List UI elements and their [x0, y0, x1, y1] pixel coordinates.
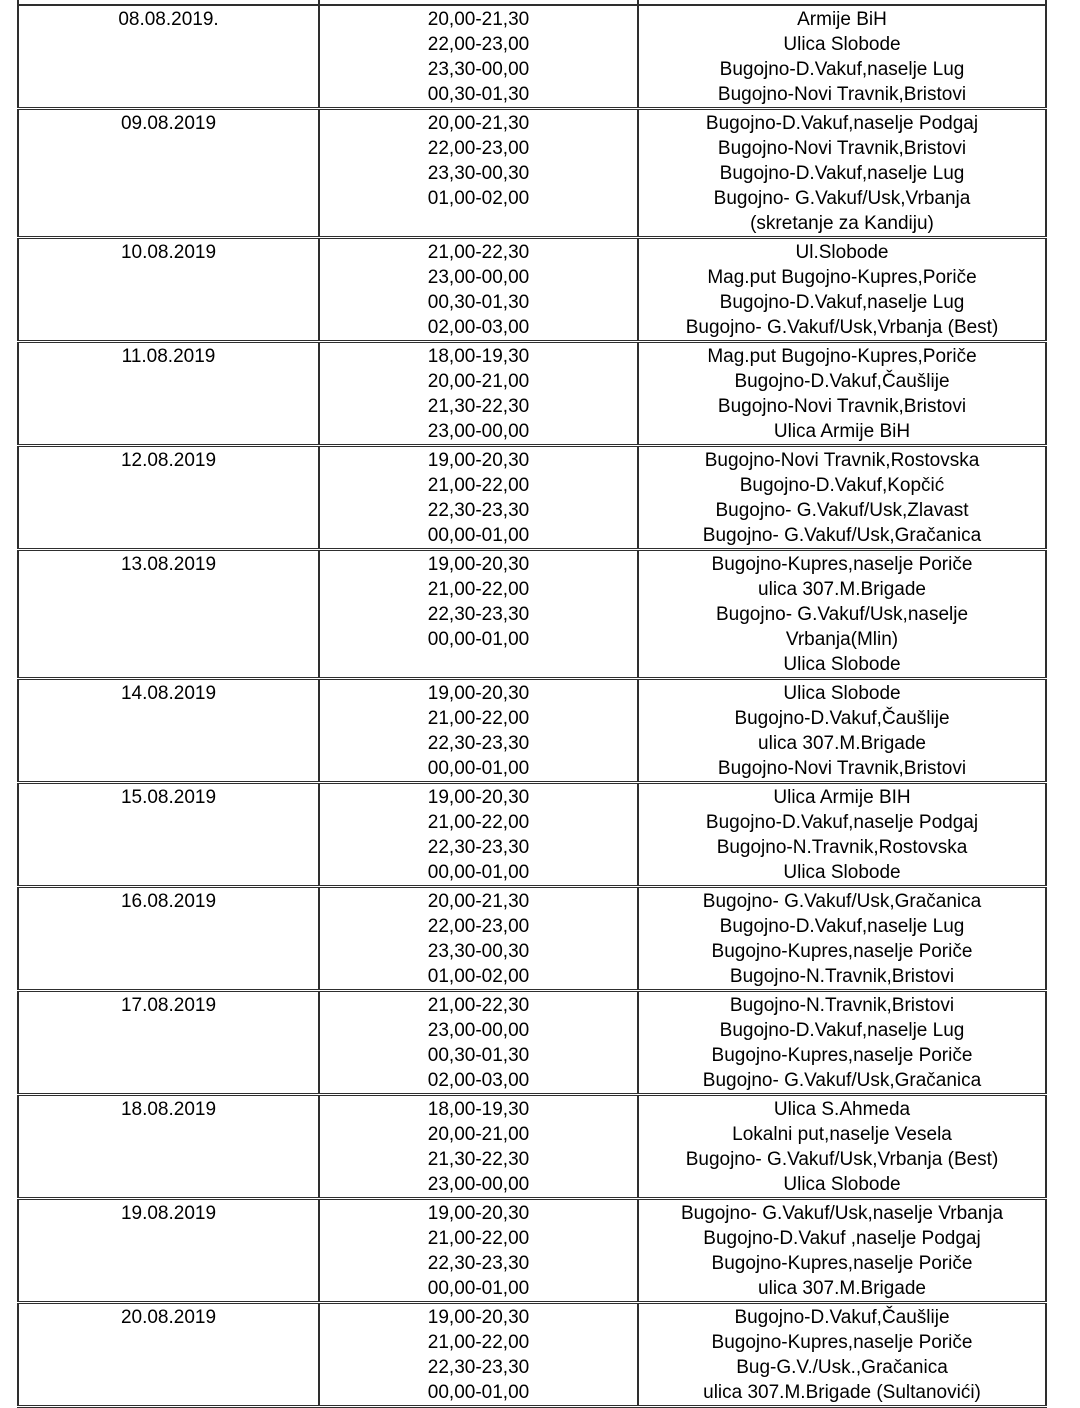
time-slot: 20,00-21,30 — [427, 113, 530, 134]
location-line: Ulica Slobode — [783, 683, 901, 704]
location-line: Bugojno-Kupres,naselje Poriče — [711, 941, 973, 962]
time-slot: 00,00-01,00 — [427, 1382, 530, 1403]
time-slots-cell — [319, 1199, 638, 1303]
date-cell — [18, 679, 319, 783]
date-cell — [18, 446, 319, 550]
date-cell — [18, 1095, 319, 1199]
schedule-row — [18, 783, 1046, 887]
time-slot: 00,30-01,30 — [427, 1045, 530, 1066]
schedule-row — [18, 446, 1046, 550]
time-slot: 00,00-01,00 — [427, 629, 530, 650]
date-text: 08.08.2019. — [118, 9, 219, 30]
location-line: ulica 307.M.Brigade — [758, 1278, 926, 1299]
time-slots-cell — [319, 5, 638, 109]
time-slot: 21,00-22,30 — [427, 242, 530, 263]
date-cell — [18, 5, 319, 109]
time-slot: 21,00-22,00 — [427, 1228, 530, 1249]
location-line: Bugojno-D.Vakuf,Čaušlije — [734, 708, 950, 729]
schedule-row — [18, 679, 1046, 783]
location-line: Bugojno-D.Vakuf,naselje Lug — [719, 1020, 965, 1041]
date-cell — [18, 1199, 319, 1303]
location-line: Bugojno-Kupres,naselje Poriče — [711, 1332, 973, 1353]
location-line: Bugojno-Kupres,naselje Poriče — [711, 1253, 973, 1274]
date-text: 10.08.2019 — [120, 242, 217, 263]
date-cell — [18, 238, 319, 342]
time-slot: 22,00-23,00 — [427, 34, 530, 55]
time-slot: 01,00-02,00 — [427, 966, 530, 987]
schedule-row — [18, 238, 1046, 342]
time-slot: 23,00-00,00 — [427, 1020, 530, 1041]
location-line: Bugojno-Kupres,naselje Poriče — [711, 1045, 973, 1066]
location-line: Bugojno-Novi Travnik,Rostovska — [704, 450, 980, 471]
schedule-row — [18, 550, 1046, 679]
time-slot: 21,00-22,00 — [427, 708, 530, 729]
time-slot: 19,00-20,30 — [427, 1203, 530, 1224]
location-line: Bugojno-Novi Travnik,Bristovi — [717, 396, 967, 417]
date-text: 15.08.2019 — [120, 787, 217, 808]
time-slot: 19,00-20,30 — [427, 554, 530, 575]
time-slot: 21,00-22,00 — [427, 579, 530, 600]
location-line: Bugojno-D.Vakuf,Čaušlije — [734, 371, 950, 392]
location-line: Bugojno-D.Vakuf,naselje Podgaj — [705, 812, 979, 833]
time-slot: 23,00-00,00 — [427, 421, 530, 442]
time-slots-cell — [319, 238, 638, 342]
date-cell — [18, 550, 319, 679]
time-slot: 23,30-00,30 — [427, 941, 530, 962]
schedule-row — [18, 887, 1046, 991]
location-line: Bugojno-D.Vakuf,naselje Podgaj — [705, 113, 979, 134]
locations-cell — [638, 446, 1046, 550]
location-line: Ulica Armije BIH — [773, 787, 911, 808]
time-slot: 00,00-01,00 — [427, 758, 530, 779]
location-line: ulica 307.M.Brigade — [758, 733, 926, 754]
time-slot: 20,00-21,00 — [427, 1124, 530, 1145]
time-slot: 19,00-20,30 — [427, 787, 530, 808]
location-line: Bugojno-D.Vakuf,naselje Lug — [719, 59, 965, 80]
time-slots-cell — [319, 109, 638, 238]
date-text: 18.08.2019 — [120, 1099, 217, 1120]
schedule-row — [18, 342, 1046, 446]
schedule-row — [18, 1095, 1046, 1199]
schedule-row — [18, 5, 1046, 109]
time-slot: 19,00-20,30 — [427, 1307, 530, 1328]
time-slot: 22,00-23,00 — [427, 916, 530, 937]
time-slot: 01,00-02,00 — [427, 188, 530, 209]
time-slot: 21,00-22,00 — [427, 812, 530, 833]
locations-cell — [638, 342, 1046, 446]
location-line: Bugojno-D.Vakuf,naselje Lug — [719, 292, 965, 313]
location-line: Ulica Slobode — [783, 654, 901, 675]
radar-control-schedule-table — [17, 0, 1047, 1408]
location-line: Bugojno-D.Vakuf,Kopčić — [739, 475, 945, 496]
location-line: Bugojno- G.Vakuf/Usk,Vrbanja (Best) — [685, 1149, 999, 1170]
location-line: Bugojno-Novi Travnik,Bristovi — [717, 138, 967, 159]
schedule-row — [18, 109, 1046, 238]
time-slots-cell — [319, 1303, 638, 1407]
location-line: Mag.put Bugojno-Kupres,Poriče — [707, 346, 977, 367]
locations-cell — [638, 109, 1046, 238]
time-slot: 21,30-22,30 — [427, 1149, 530, 1170]
date-cell — [18, 887, 319, 991]
time-slots-cell — [319, 991, 638, 1095]
location-line: Bugojno- G.Vakuf/Usk,Zlavast — [715, 500, 969, 521]
time-slots-cell — [319, 679, 638, 783]
date-text: 14.08.2019 — [120, 683, 217, 704]
location-line: Bug-G.V./Usk.,Gračanica — [736, 1357, 948, 1378]
location-line: Lokalni put,naselje Vesela — [732, 1124, 952, 1145]
date-text: 13.08.2019 — [120, 554, 217, 575]
time-slot: 21,30-22,30 — [427, 396, 530, 417]
location-line: Bugojno-N.Travnik,Bristovi — [729, 966, 955, 987]
time-slot: 23,30-00,30 — [427, 163, 530, 184]
location-line: Bugojno-Novi Travnik,Bristovi — [717, 84, 967, 105]
location-line: ulica 307.M.Brigade — [758, 579, 926, 600]
time-slot: 00,30-01,30 — [427, 84, 530, 105]
location-line: Ulica Slobode — [783, 862, 901, 883]
time-slot: 02,00-03,00 — [427, 317, 530, 338]
schedule-row — [18, 991, 1046, 1095]
time-slot: 20,00-21,30 — [427, 9, 530, 30]
time-slot: 19,00-20,30 — [427, 683, 530, 704]
time-slot: 00,00-01,00 — [427, 1278, 530, 1299]
time-slots-cell — [319, 446, 638, 550]
time-slot: 18,00-19,30 — [427, 346, 530, 367]
time-slot: 23,00-00,00 — [427, 1174, 530, 1195]
locations-cell — [638, 5, 1046, 109]
location-line: Ulica Slobode — [783, 1174, 901, 1195]
date-text: 12.08.2019 — [120, 450, 217, 471]
location-line: Ul.Slobode — [795, 242, 889, 263]
location-line: Bugojno-D.Vakuf,naselje Lug — [719, 916, 965, 937]
time-slot: 20,00-21,00 — [427, 371, 530, 392]
date-text: 09.08.2019 — [120, 113, 217, 134]
time-slot: 20,00-21,30 — [427, 891, 530, 912]
location-line: Bugojno- G.Vakuf/Usk,Gračanica — [702, 525, 982, 546]
time-slot: 19,00-20,30 — [427, 450, 530, 471]
date-cell — [18, 783, 319, 887]
time-slot: 00,00-01,00 — [427, 862, 530, 883]
locations-cell — [638, 887, 1046, 991]
time-slot: 21,00-22,00 — [427, 475, 530, 496]
time-slots-cell — [319, 783, 638, 887]
time-slots-cell — [319, 550, 638, 679]
date-cell — [18, 109, 319, 238]
time-slot: 22,30-23,30 — [427, 1357, 530, 1378]
location-line: Mag.put Bugojno-Kupres,Poriče — [707, 267, 977, 288]
time-slot: 00,00-01,00 — [427, 525, 530, 546]
time-slot: 21,00-22,00 — [427, 1332, 530, 1353]
locations-cell — [638, 238, 1046, 342]
location-line: Bugojno- G.Vakuf/Usk,Gračanica — [702, 1070, 982, 1091]
location-line: Bugojno-N.Travnik,Bristovi — [729, 995, 955, 1016]
locations-cell — [638, 1303, 1046, 1407]
location-line: Ulica S.Ahmeda — [773, 1099, 911, 1120]
time-slot: 21,00-22,30 — [427, 995, 530, 1016]
location-line: ulica 307.M.Brigade (Sultanovići) — [703, 1382, 981, 1403]
date-text: 20.08.2019 — [120, 1307, 217, 1328]
time-slot: 02,00-03,00 — [427, 1070, 530, 1091]
locations-cell — [638, 679, 1046, 783]
time-slots-cell — [319, 887, 638, 991]
location-line: Bugojno-D.Vakuf,naselje Lug — [719, 163, 965, 184]
location-line: Bugojno- G.Vakuf/Usk,Vrbanja (Best) — [685, 317, 999, 338]
time-slot: 22,30-23,30 — [427, 837, 530, 858]
schedule-table-container — [17, 0, 1045, 1408]
time-slot: 22,00-23,00 — [427, 138, 530, 159]
location-line: Bugojno- G.Vakuf/Usk,naselje — [715, 604, 969, 625]
location-line: Bugojno- G.Vakuf/Usk,Gračanica — [702, 891, 982, 912]
location-line: Bugojno- G.Vakuf/Usk,naselje Vrbanja — [680, 1203, 1004, 1224]
location-line: Bugojno-Novi Travnik,Bristovi — [717, 758, 967, 779]
time-slot: 23,00-00,00 — [427, 267, 530, 288]
date-text: 16.08.2019 — [120, 891, 217, 912]
time-slot: 22,30-23,30 — [427, 500, 530, 521]
time-slot: 22,30-23,30 — [427, 733, 530, 754]
date-text: 17.08.2019 — [120, 995, 217, 1016]
time-slot: 23,30-00,00 — [427, 59, 530, 80]
location-line: Ulica Armije BiH — [773, 421, 911, 442]
time-slot: 22,30-23,30 — [427, 604, 530, 625]
schedule-row — [18, 1303, 1046, 1407]
location-line: Ulica Slobode — [783, 34, 901, 55]
location-line: Bugojno-D.Vakuf ,naselje Podgaj — [703, 1228, 981, 1249]
time-slots-cell — [319, 1095, 638, 1199]
location-line: Bugojno-N.Travnik,Rostovska — [716, 837, 968, 858]
location-line: Bugojno-Kupres,naselje Poriče — [711, 554, 973, 575]
location-line: Bugojno-D.Vakuf,Čaušlije — [734, 1307, 950, 1328]
location-line: Armije BiH — [797, 9, 887, 30]
time-slot: 18,00-19,30 — [427, 1099, 530, 1120]
locations-cell — [638, 783, 1046, 887]
locations-cell — [638, 550, 1046, 679]
date-cell — [18, 991, 319, 1095]
date-cell — [18, 1303, 319, 1407]
date-text: 19.08.2019 — [120, 1203, 217, 1224]
location-line: (skretanje za Kandiju) — [750, 213, 934, 234]
time-slot: 00,30-01,30 — [427, 292, 530, 313]
time-slot: 22,30-23,30 — [427, 1253, 530, 1274]
location-line: Vrbanja(Mlin) — [785, 629, 899, 650]
date-cell — [18, 342, 319, 446]
date-text: 11.08.2019 — [121, 346, 216, 367]
time-slots-cell — [319, 342, 638, 446]
locations-cell — [638, 991, 1046, 1095]
locations-cell — [638, 1199, 1046, 1303]
location-line: Bugojno- G.Vakuf/Usk,Vrbanja — [713, 188, 971, 209]
locations-cell — [638, 1095, 1046, 1199]
schedule-row — [18, 1199, 1046, 1303]
